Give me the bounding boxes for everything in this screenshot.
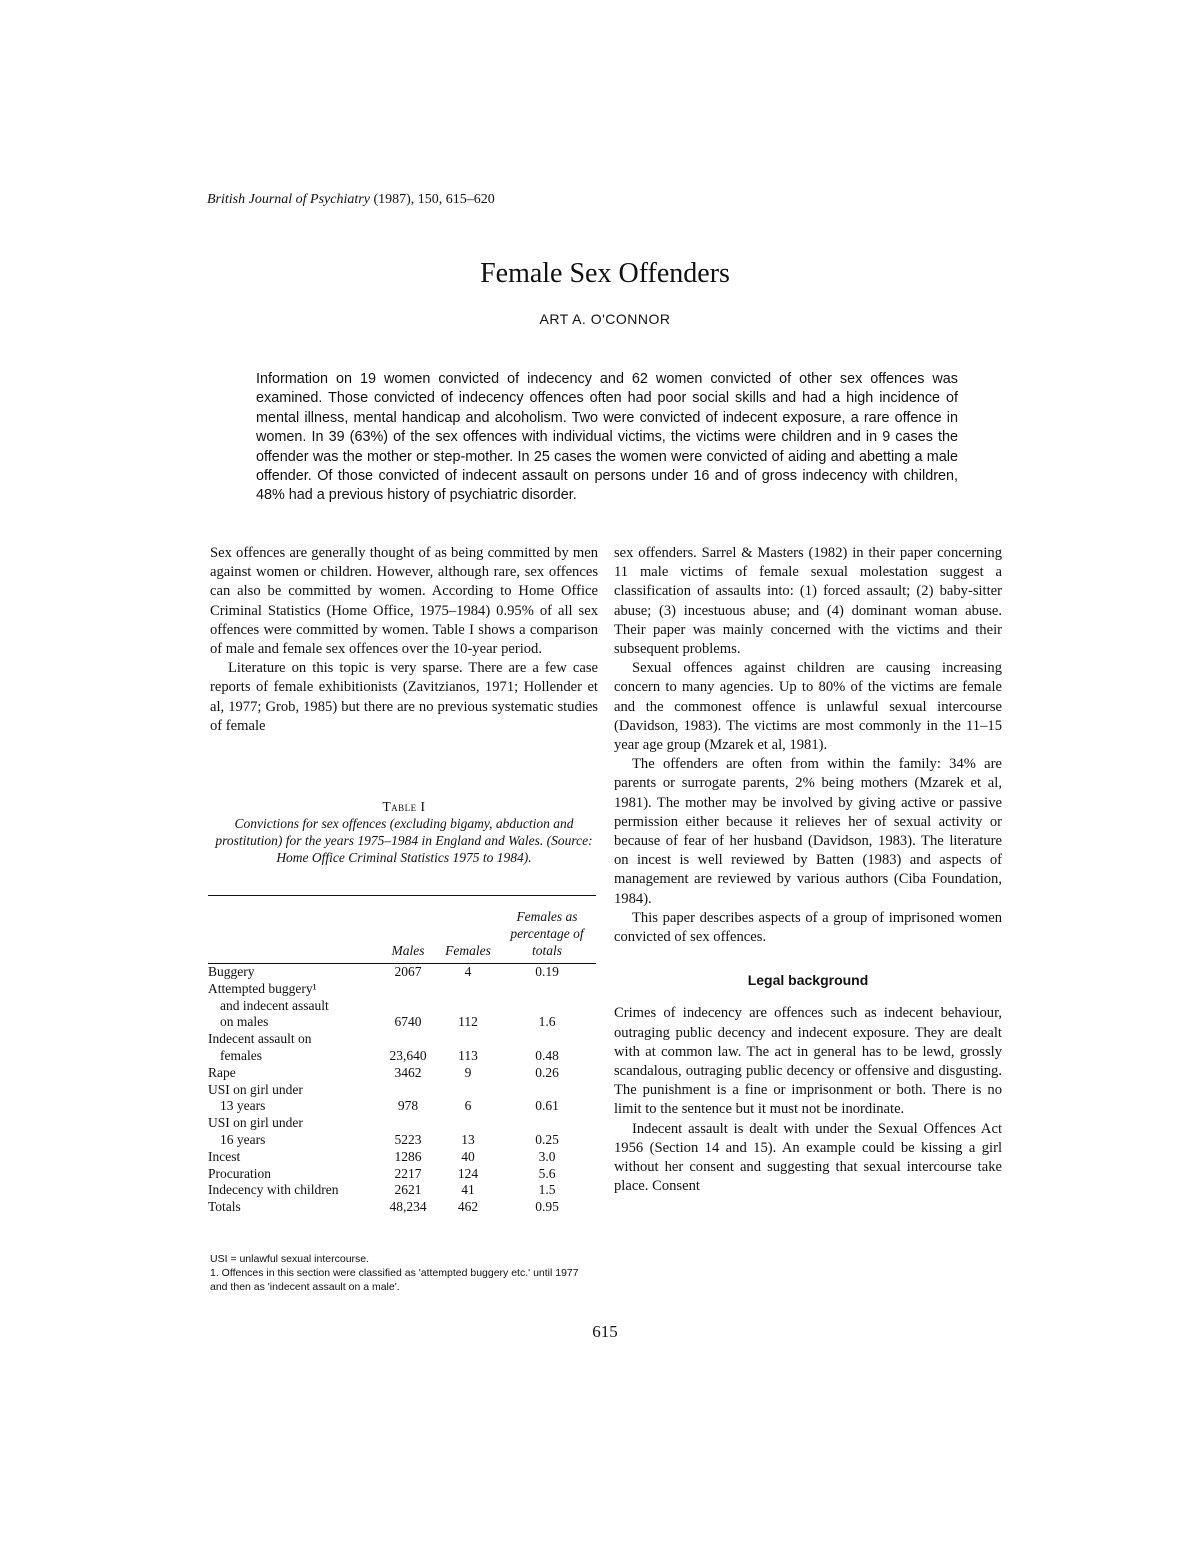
table-row	[208, 1014, 596, 1031]
table-cell-percentage	[498, 981, 596, 998]
table-cell-females: 13	[461, 1131, 475, 1147]
table-row	[208, 1065, 596, 1082]
journal-citation	[207, 192, 495, 208]
table-cell-percentage: 0.19	[535, 964, 559, 979]
table-row	[208, 1132, 596, 1149]
abstract: Information on 19 women convicted of indecency and 62 women convicted of other sex offences was examined. Those convicted of indecency offences often had poor social skills and had a high incidence of mental illness, mental handicap and alcoholism. Two were convicted of indecent exposure, a rare offence in women. In 39 (63%) of the sex offences with individual victims, the victims were children and in 9 cases the offender was the mother or step-mother. In 25 cases the women were convicted of aiding and abetting a male offender. Of those convicted of indecent assault on persons under 16 and of gross indecency with children, 48% had a previous history of psychiatric disorder.	[256, 371, 958, 504]
right-column-text	[614, 544, 1002, 1197]
table-cell-males: 48,234	[389, 1199, 427, 1215]
table-cell-males: 2621	[394, 1182, 422, 1198]
left-paragraph-1: Sex offences are generally thought of as being committed by men against women or children. However, although rare, sex offences can also be committed by women. According to Home Office Criminal Statistics (Home Office, 1975–1984) 0.95% of all sex offences were committed by women. Table I shows a comparison of male and female sex offences over the 10-year period.	[210, 545, 598, 658]
table-cell-offence: 16 years	[220, 1131, 266, 1147]
table-cell-percentage: 5.6	[538, 1165, 556, 1181]
table-cell-females: 6	[464, 1098, 472, 1114]
article-author: ART A. O'CONNOR	[539, 311, 671, 327]
table-body	[208, 964, 596, 1216]
table-cell-females	[438, 981, 498, 998]
table-cell-males: 3462	[394, 1064, 422, 1080]
journal-name: British Journal of Psychiatry	[207, 192, 370, 207]
table-cell-percentage: 0.25	[535, 1131, 559, 1147]
table-row	[208, 1048, 596, 1065]
table-cell-percentage	[498, 1031, 596, 1048]
section-heading-legal-background: Legal background	[747, 972, 869, 989]
article-title: Female Sex Offenders	[480, 258, 730, 289]
right-paragraph-1: sex offenders. Sarrel & Masters (1982) in their paper concerning 11 male victims of female sexual molestation suggest a classification of assaults into: (1) forced assault; (2) baby-sitter abuse; (3) incestuous abuse; and (4) dominant woman abuse. Their paper was mainly concerned with the victims and their subsequent problems.	[614, 545, 1002, 658]
table-row	[208, 1199, 596, 1216]
table-cell-percentage: 0.95	[535, 1199, 559, 1215]
table-cell-percentage: 1.6	[538, 1014, 556, 1030]
table-cell-offence: USI on girl under	[208, 1115, 303, 1131]
table-row	[208, 1166, 596, 1183]
table-cell-percentage: 0.61	[535, 1098, 559, 1114]
table-cell-males	[378, 1082, 438, 1099]
table-cell-females	[438, 1082, 498, 1099]
right-paragraph-2: Sexual offences against children are causing increasing concern to many agencies. Up to 80% of the victims are female and the commonest offence is unlawful sexual intercourse (Davidson, 1983). The victims are most commonly in the 11–15 year age group (Mzarek et al, 1981).	[614, 660, 1002, 754]
table-row	[208, 981, 596, 998]
table-cell-females	[438, 998, 498, 1015]
right-paragraph-3: The offenders are often from within the family: 34% are parents or surrogate parents, 2% being mothers (Mzarek et al, 1981). The mother may be involved by giving active or passive permission either because it relieves her of sexual activity or because of fear of her husband (Davidson, 1983). The literature on incest is well reviewed by Batten (1983) and aspects of management are reviewed by various authors (Ciba Foundation, 1984).	[614, 756, 1002, 907]
table-cell-males: 2067	[394, 964, 422, 979]
table-cell-females	[438, 1031, 498, 1048]
table-cell-females	[438, 1115, 498, 1132]
table-footnote-1: 1. Offences in this section were classified as 'attempted buggery etc.' until 1977 and then as 'indecent assault on a male'.	[210, 1267, 579, 1293]
table-cell-females: 41	[461, 1182, 475, 1198]
table-row	[208, 998, 596, 1015]
table-header-row	[208, 896, 596, 964]
table-cell-offence: Indecent assault on	[208, 1031, 312, 1047]
table-cell-females: 124	[457, 1165, 479, 1181]
left-column-text	[210, 544, 598, 736]
table-header-females: Females	[445, 943, 491, 958]
table-cell-males: 2217	[394, 1165, 422, 1181]
table-cell-males	[378, 1115, 438, 1132]
table-cell-offence: females	[220, 1047, 262, 1063]
table-cell-males: 1286	[394, 1148, 422, 1164]
table-row	[208, 1098, 596, 1115]
table-cell-males: 6740	[394, 1014, 422, 1030]
journal-volume-pages: (1987), 150, 615–620	[369, 192, 495, 207]
table-row	[208, 1149, 596, 1166]
table-footnotes	[210, 1252, 598, 1294]
table-cell-percentage: 0.26	[535, 1064, 559, 1080]
table-cell-offence: Totals	[208, 1199, 241, 1215]
table-cell-offence: USI on girl under	[208, 1081, 303, 1097]
table-cell-females: 9	[464, 1064, 472, 1080]
table-cell-males	[378, 1031, 438, 1048]
table-cell-females: 40	[461, 1148, 475, 1164]
table-header-males: Males	[391, 943, 425, 958]
table-cell-males	[378, 981, 438, 998]
table-row	[208, 1082, 596, 1099]
table-cell-percentage	[498, 1115, 596, 1132]
table-cell-offence: on males	[220, 1014, 269, 1030]
table-cell-males: 23,640	[389, 1047, 427, 1063]
table-cell-females: 113	[458, 1047, 478, 1063]
right-paragraph-5: Crimes of indecency are offences such as indecent behaviour, outraging public decency and indecent exposure. They are dealt with at common law. The act in general has to be lewd, grossly scandalous, outraging public decency or offensive and disgusting. The punishment is a fine or imprisonment or both. There is no limit to the sentence but it must not be inordinate.	[614, 1005, 1002, 1118]
page-number: 615	[592, 1322, 618, 1341]
table-row	[208, 1031, 596, 1048]
table-cell-males: 978	[397, 1098, 419, 1114]
table-cell-offence: Incest	[208, 1148, 241, 1164]
table-cell-offence: 13 years	[220, 1098, 266, 1114]
table-description: Convictions for sex offences (excluding bigamy, abduction and prostitution) for the years 1975–1984 in England and Wales. (Source: Home Office Criminal Statistics 1975 to 1984).	[215, 816, 593, 865]
table-cell-offence: Buggery	[208, 964, 255, 979]
table-cell-offence: Attempted buggery¹	[208, 980, 317, 996]
table-cell-offence: and indecent assault	[220, 997, 329, 1013]
table-row	[208, 964, 596, 981]
table-row	[208, 1182, 596, 1199]
right-paragraph-4: This paper describes aspects of a group of imprisoned women convicted of sex offences.	[614, 909, 1002, 946]
table-cell-males: 5223	[394, 1131, 422, 1147]
table-caption	[210, 798, 598, 866]
table-row	[208, 1115, 596, 1132]
table-cell-percentage	[498, 1082, 596, 1099]
table-cell-percentage: 3.0	[538, 1148, 556, 1164]
table-footnote-usi: USI = unlawful sexual intercourse.	[210, 1253, 370, 1265]
right-paragraph-6: Indecent assault is dealt with under the Sexual Offences Act 1956 (Section 14 and 15). An example could be kissing a girl without her consent and suggesting that sexual intercourse take place. Consent	[614, 1120, 1002, 1195]
table-cell-offence: Procuration	[208, 1165, 271, 1181]
convictions-table	[208, 895, 596, 1216]
table-cell-females: 112	[458, 1014, 478, 1030]
table-cell-percentage: 1.5	[538, 1182, 556, 1198]
table-cell-offence: Rape	[208, 1064, 236, 1080]
table-label: Table I	[382, 799, 426, 814]
left-paragraph-2: Literature on this topic is very sparse. There are a few case reports of female exhibitionists (Zavitzianos, 1971; Hollender et al, 1977; Grob, 1985) but there are no previous systematic studies of female	[210, 660, 598, 734]
table-header-percentage: Females as percentage of totals	[510, 909, 584, 958]
table-cell-males	[378, 998, 438, 1015]
table-cell-females: 462	[457, 1199, 479, 1215]
table-cell-females: 4	[464, 964, 472, 979]
table-header-offence	[208, 896, 378, 964]
table-cell-offence: Indecency with children	[208, 1182, 339, 1198]
table-cell-percentage: 0.48	[535, 1047, 559, 1063]
table-cell-percentage	[498, 998, 596, 1015]
